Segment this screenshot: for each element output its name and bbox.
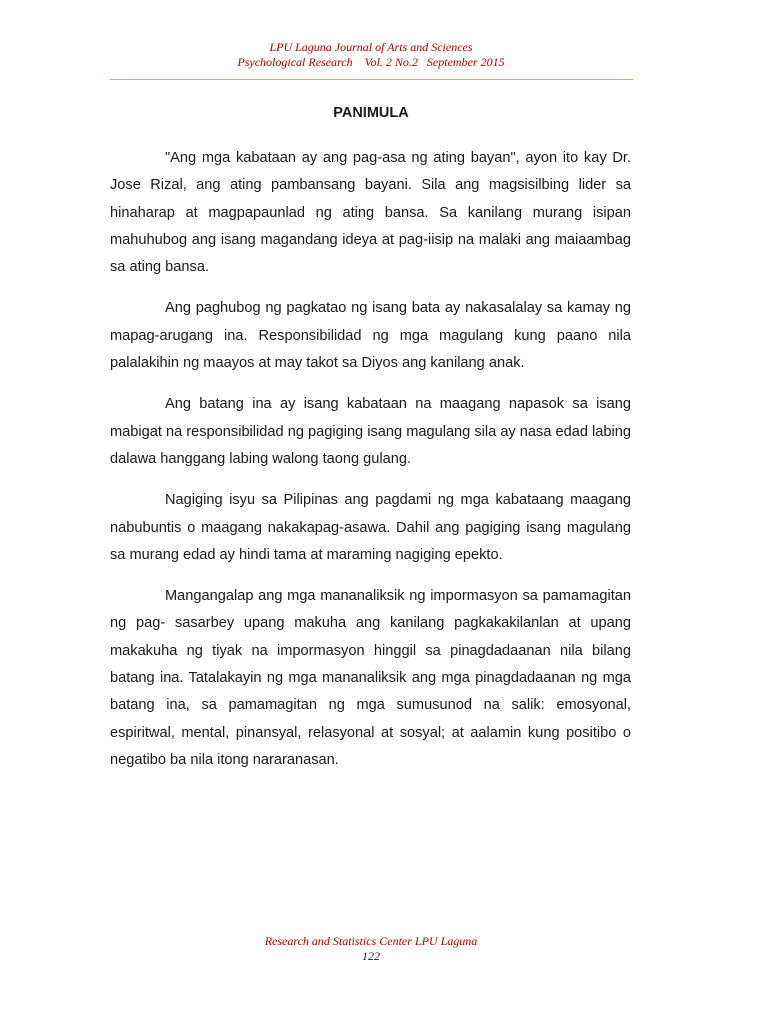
paragraph: Nagiging isyu sa Pilipinas ang pagdami ng mga kabataang maagang nabubuntis o maagang nakakapag-asawa. Dahil ang pagiging isang magulang sa murang edad ay hindi tama at maraming nagiging epekto. [110, 492, 631, 563]
running-header [0, 40, 742, 70]
paragraph: Ang paghubog ng pagkatao ng isang bata ay nakasalalay sa kamay ng mapag-arugang ina. Responsibilidad ng mga magulang kung paano nila palalakihin ng maayos at may takot sa Diyos ang kanilang anak. [110, 300, 631, 372]
journal-issue: Psychological Research Vol. 2 No.2 September 2015 [237, 55, 505, 69]
paragraph: Mangangalap ang mga mananaliksik ng impormasyon sa pamamagitan ng pag- sasarbey upang makuha ang kanilang pagkakakilanlan at upang makakuha ng tiyak na impormasyon hinggil sa pinagdadaanan nila bilang batang ina. Tatalakayin ng mga mananaliksik ang mga pinagdadaanan ng mga batang ina, sa pamamagitan ng mga sumusunod na salik: emosyonal, espiritwal, mental, pinansyal, relasyonal at sosyal; at aalamin kung positibo o negatibo ba nila itong nararanasan. [110, 588, 631, 768]
header-divider [110, 79, 633, 80]
footer-center-name: Research and Statistics Center LPU Laguna [264, 934, 478, 948]
page-footer [0, 934, 742, 964]
paragraph: "Ang mga kabataan ay ang pag-asa ng ating bayan", ayon ito kay Dr. Jose Rizal, ang ating pambansang bayani. Sila ang magsisilbing lider sa hinaharap at magpapaunlad ng ating bansa. Sa kanilang murang isipan mahuhubog ang isang magandang ideya at pag-iisip na malaki ang maiaambag sa ating bansa. [110, 150, 631, 276]
paragraph: Ang batang ina ay isang kabataan na maagang napasok sa isang mabigat na responsibilidad ng pagiging isang magulang sila ay nasa edad labing dalawa hanggang labing walong taong gulang. [110, 396, 631, 467]
page-number: 122 [362, 949, 380, 963]
body-text [110, 145, 631, 788]
section-title: PANIMULA [333, 105, 409, 121]
journal-name: LPU Laguna Journal of Arts and Sciences [269, 40, 473, 54]
